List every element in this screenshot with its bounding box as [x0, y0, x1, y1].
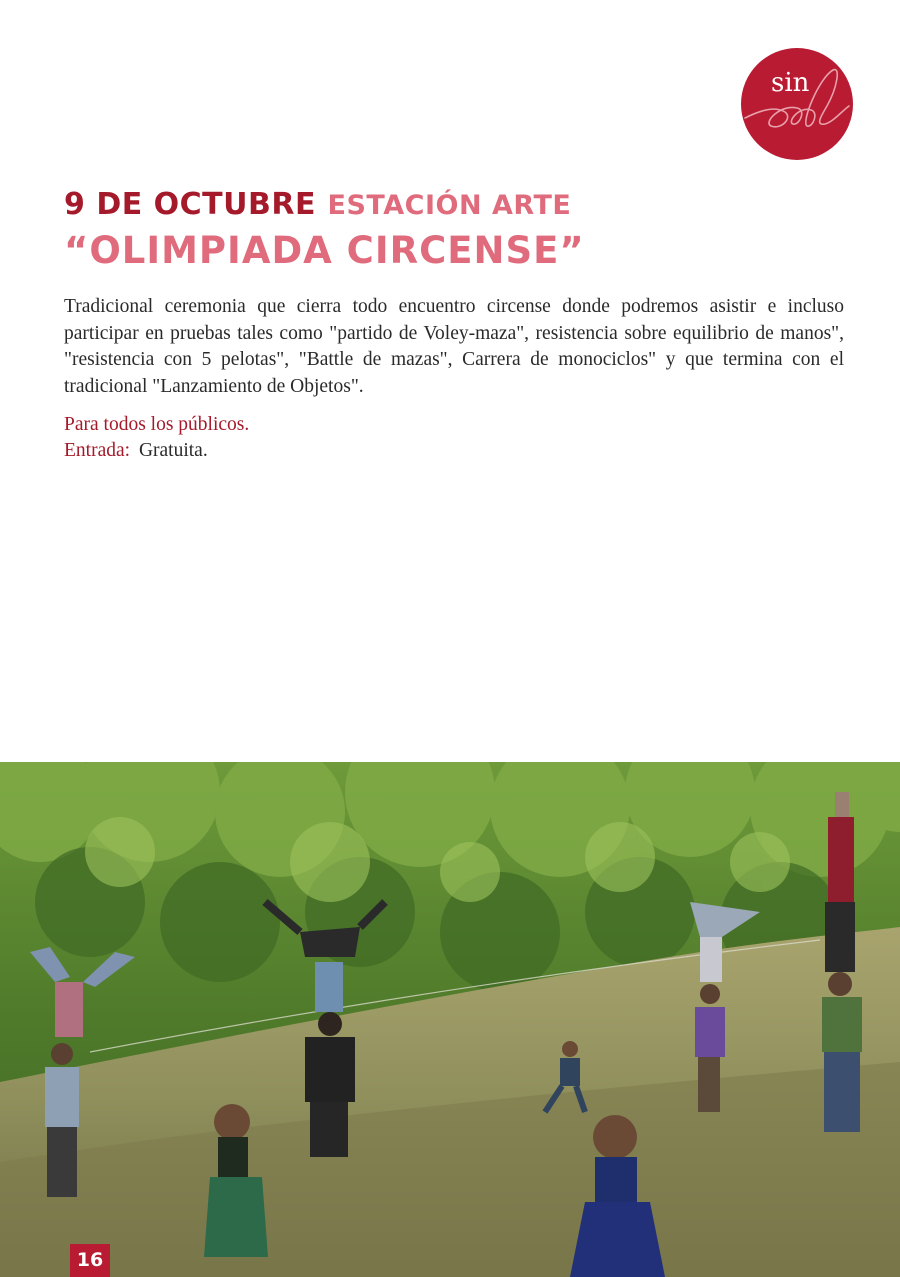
event-date: 9 DE OCTUBRE [64, 187, 316, 222]
logo-script-icon [741, 48, 853, 160]
event-title: “OLIMPIADA CIRCENSE” [64, 229, 585, 272]
page-number: 16 [70, 1244, 110, 1277]
entry-value: Gratuita. [138, 440, 208, 461]
entry-info [64, 438, 208, 465]
circus-acrobatics-photo [0, 762, 900, 1277]
event-heading [64, 187, 572, 222]
logo-text: sin [771, 68, 810, 98]
entry-label: Entrada: [64, 440, 131, 461]
audience-note: Para todos los públicos. [64, 414, 250, 435]
photo-illustration [0, 762, 900, 1277]
event-station: ESTACIÓN ARTE [327, 190, 572, 221]
sin-red-logo [741, 48, 853, 160]
event-description: Tradicional ceremonia que cierra todo encuentro circense donde podremos asistir e incluso participar en pruebas tales como "partido de Voley-maza", resistencia sobre equilibrio de manos", "resistencia con 5 pelotas", "Battle de mazas", Carrera de monociclos" y que termina con el tradicional "Lanzamiento de Objetos". [64, 296, 844, 397]
